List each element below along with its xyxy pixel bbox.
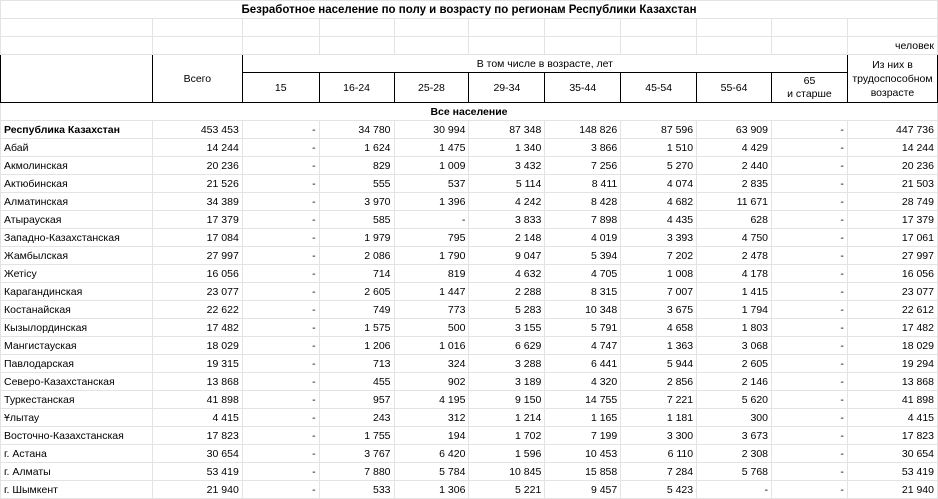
value-cell: - — [242, 301, 319, 319]
value-cell: - — [242, 211, 319, 229]
value-cell: 5 791 — [545, 319, 621, 337]
table-row — [1, 355, 938, 373]
value-cell: 829 — [319, 157, 394, 175]
value-cell: 1 803 — [697, 319, 772, 337]
value-cell: 18 029 — [847, 337, 937, 355]
value-cell: 749 — [319, 301, 394, 319]
value-cell: 773 — [394, 301, 469, 319]
value-cell: 21 940 — [152, 481, 242, 499]
value-cell: 447 736 — [847, 121, 937, 139]
value-cell: 17 823 — [152, 427, 242, 445]
value-cell: 1 475 — [394, 139, 469, 157]
value-cell: 41 898 — [152, 391, 242, 409]
value-cell: 3 833 — [469, 211, 545, 229]
value-cell: 1 396 — [394, 193, 469, 211]
value-cell: - — [772, 175, 848, 193]
table-row — [1, 301, 938, 319]
value-cell: 7 256 — [545, 157, 621, 175]
title-row — [1, 1, 938, 19]
blank-row — [1, 19, 938, 37]
region-name: Павлодарская — [1, 355, 153, 373]
value-cell: 19 294 — [847, 355, 937, 373]
header-age-16-24: 16-24 — [319, 73, 394, 103]
header-age-25-28: 25-28 — [394, 73, 469, 103]
table-row — [1, 481, 938, 499]
value-cell: - — [772, 139, 848, 157]
table-row — [1, 409, 938, 427]
value-cell: 3 866 — [545, 139, 621, 157]
value-cell: - — [772, 373, 848, 391]
region-name: Западно-Казахстанская — [1, 229, 153, 247]
value-cell: 1 702 — [469, 427, 545, 445]
value-cell: 17 379 — [152, 211, 242, 229]
header-working-age-text: Из них в трудоспособном возрасте — [852, 58, 933, 99]
value-cell: 4 242 — [469, 193, 545, 211]
value-cell: 5 768 — [697, 463, 772, 481]
value-cell: 3 155 — [469, 319, 545, 337]
value-cell: - — [242, 193, 319, 211]
value-cell: 555 — [319, 175, 394, 193]
table-row — [1, 193, 938, 211]
value-cell: - — [772, 481, 848, 499]
region-name: Акмолинская — [1, 157, 153, 175]
value-cell: 4 632 — [469, 265, 545, 283]
value-cell: 4 178 — [697, 265, 772, 283]
header-age-55-64: 55-64 — [697, 73, 772, 103]
value-cell: 23 077 — [152, 283, 242, 301]
value-cell: 1 596 — [469, 445, 545, 463]
value-cell: - — [772, 355, 848, 373]
value-cell: 23 077 — [847, 283, 937, 301]
value-cell: 8 315 — [545, 283, 621, 301]
region-name: г. Шымкент — [1, 481, 153, 499]
value-cell: 714 — [319, 265, 394, 283]
value-cell: 3 675 — [621, 301, 697, 319]
value-cell: 1 016 — [394, 337, 469, 355]
value-cell: 13 868 — [152, 373, 242, 391]
value-cell: 21 526 — [152, 175, 242, 193]
value-cell: - — [772, 121, 848, 139]
value-cell: - — [242, 121, 319, 139]
value-cell: - — [242, 427, 319, 445]
table-row — [1, 337, 938, 355]
value-cell: 5 784 — [394, 463, 469, 481]
value-cell: 1 206 — [319, 337, 394, 355]
value-cell: 5 114 — [469, 175, 545, 193]
value-cell: 2 288 — [469, 283, 545, 301]
value-cell: 8 428 — [545, 193, 621, 211]
value-cell: - — [242, 481, 319, 499]
value-cell: 324 — [394, 355, 469, 373]
value-cell: 14 244 — [152, 139, 242, 157]
value-cell: 3 673 — [697, 427, 772, 445]
value-cell: 16 056 — [847, 265, 937, 283]
header-age-65-plus: 65 и старше — [772, 73, 848, 103]
value-cell: 27 997 — [152, 247, 242, 265]
section-row — [1, 103, 938, 121]
value-cell: - — [772, 229, 848, 247]
region-name: Жамбылская — [1, 247, 153, 265]
value-cell: 1 363 — [621, 337, 697, 355]
value-cell: 4 195 — [394, 391, 469, 409]
value-cell: 2 308 — [697, 445, 772, 463]
table-title: Безработное население по полу и возрасту по регионам Республики Казахстан — [1, 1, 938, 19]
value-cell: 28 749 — [847, 193, 937, 211]
value-cell: 41 898 — [847, 391, 937, 409]
value-cell: - — [772, 247, 848, 265]
value-cell: - — [772, 265, 848, 283]
region-name: Ұлытау — [1, 409, 153, 427]
value-cell: 5 283 — [469, 301, 545, 319]
value-cell: 2 440 — [697, 157, 772, 175]
value-cell: 4 320 — [545, 373, 621, 391]
value-cell: 2 605 — [697, 355, 772, 373]
value-cell: 533 — [319, 481, 394, 499]
value-cell: - — [772, 445, 848, 463]
value-cell: 19 315 — [152, 355, 242, 373]
value-cell: 795 — [394, 229, 469, 247]
value-cell: 14 755 — [545, 391, 621, 409]
value-cell: 18 029 — [152, 337, 242, 355]
value-cell: 4 658 — [621, 319, 697, 337]
value-cell: 14 244 — [847, 139, 937, 157]
value-cell: 1 979 — [319, 229, 394, 247]
header-age-group: В том числе в возрасте, лет — [242, 55, 847, 73]
value-cell: - — [242, 373, 319, 391]
value-cell: 17 061 — [847, 229, 937, 247]
value-cell: 7 199 — [545, 427, 621, 445]
value-cell: 453 453 — [152, 121, 242, 139]
value-cell: 2 856 — [621, 373, 697, 391]
value-cell: - — [772, 283, 848, 301]
table-row — [1, 391, 938, 409]
region-name: Мангистауская — [1, 337, 153, 355]
value-cell: - — [242, 319, 319, 337]
region-name: Алматинская — [1, 193, 153, 211]
value-cell: - — [242, 337, 319, 355]
value-cell: 1 009 — [394, 157, 469, 175]
value-cell: 628 — [697, 211, 772, 229]
value-cell: 10 453 — [545, 445, 621, 463]
value-cell: 20 236 — [847, 157, 937, 175]
table-row — [1, 463, 938, 481]
unit-label: человек — [847, 37, 937, 55]
value-cell: - — [242, 445, 319, 463]
value-cell: 3 300 — [621, 427, 697, 445]
header-age-29-34: 29-34 — [469, 73, 545, 103]
value-cell: 455 — [319, 373, 394, 391]
value-cell: 1 794 — [697, 301, 772, 319]
value-cell: 17 482 — [847, 319, 937, 337]
value-cell: 6 441 — [545, 355, 621, 373]
value-cell: 585 — [319, 211, 394, 229]
value-cell: 713 — [319, 355, 394, 373]
value-cell: 10 845 — [469, 463, 545, 481]
value-cell: 4 415 — [152, 409, 242, 427]
region-name: Туркестанская — [1, 391, 153, 409]
table-row — [1, 121, 938, 139]
value-cell: 34 389 — [152, 193, 242, 211]
value-cell: 1 510 — [621, 139, 697, 157]
value-cell: 1 755 — [319, 427, 394, 445]
value-cell: 4 435 — [621, 211, 697, 229]
value-cell: 3 970 — [319, 193, 394, 211]
value-cell: 34 780 — [319, 121, 394, 139]
region-name: г. Астана — [1, 445, 153, 463]
value-cell: 5 270 — [621, 157, 697, 175]
value-cell: 3 432 — [469, 157, 545, 175]
table-row — [1, 319, 938, 337]
header-age-35-44: 35-44 — [545, 73, 621, 103]
value-cell: 312 — [394, 409, 469, 427]
value-cell: 3 068 — [697, 337, 772, 355]
header-age-15: 15 — [242, 73, 319, 103]
value-cell: 22 612 — [847, 301, 937, 319]
value-cell: 194 — [394, 427, 469, 445]
value-cell: 27 997 — [847, 247, 937, 265]
value-cell: 10 348 — [545, 301, 621, 319]
value-cell: 902 — [394, 373, 469, 391]
value-cell: - — [242, 229, 319, 247]
value-cell: - — [772, 337, 848, 355]
value-cell: - — [242, 247, 319, 265]
value-cell: 4 682 — [621, 193, 697, 211]
value-cell: 6 420 — [394, 445, 469, 463]
header-working-age — [847, 55, 937, 103]
table-row — [1, 175, 938, 193]
value-cell: 500 — [394, 319, 469, 337]
value-cell: 2 146 — [697, 373, 772, 391]
value-cell: - — [242, 157, 319, 175]
value-cell: 22 622 — [152, 301, 242, 319]
value-cell: 9 150 — [469, 391, 545, 409]
region-name: Жетісу — [1, 265, 153, 283]
value-cell: 1 008 — [621, 265, 697, 283]
value-cell: 4 750 — [697, 229, 772, 247]
region-name: Республика Казахстан — [1, 121, 153, 139]
value-cell: 21 940 — [847, 481, 937, 499]
region-name: Восточно-Казахстанская — [1, 427, 153, 445]
value-cell: 17 823 — [847, 427, 937, 445]
value-cell: 4 747 — [545, 337, 621, 355]
table-row — [1, 283, 938, 301]
value-cell: 5 620 — [697, 391, 772, 409]
value-cell: 7 221 — [621, 391, 697, 409]
value-cell: 7 284 — [621, 463, 697, 481]
region-name: Актюбинская — [1, 175, 153, 193]
value-cell: 1 214 — [469, 409, 545, 427]
value-cell: - — [242, 355, 319, 373]
value-cell: 17 084 — [152, 229, 242, 247]
value-cell: 3 288 — [469, 355, 545, 373]
value-cell: - — [242, 265, 319, 283]
region-name: Кызылординская — [1, 319, 153, 337]
value-cell: 30 994 — [394, 121, 469, 139]
value-cell: 1 306 — [394, 481, 469, 499]
value-cell: 87 596 — [621, 121, 697, 139]
unit-row — [1, 37, 938, 55]
value-cell: 87 348 — [469, 121, 545, 139]
value-cell: 1 447 — [394, 283, 469, 301]
value-cell: 5 221 — [469, 481, 545, 499]
value-cell: 4 705 — [545, 265, 621, 283]
value-cell: 300 — [697, 409, 772, 427]
value-cell: 3 393 — [621, 229, 697, 247]
value-cell: 1 790 — [394, 247, 469, 265]
value-cell: - — [772, 319, 848, 337]
region-name: Абай — [1, 139, 153, 157]
value-cell: 6 110 — [621, 445, 697, 463]
value-cell: 8 411 — [545, 175, 621, 193]
value-cell: 7 880 — [319, 463, 394, 481]
value-cell: 17 379 — [847, 211, 937, 229]
value-cell: 537 — [394, 175, 469, 193]
section-label: Все население — [1, 103, 938, 121]
table-row — [1, 265, 938, 283]
value-cell: - — [242, 139, 319, 157]
table-row — [1, 157, 938, 175]
value-cell: - — [697, 481, 772, 499]
value-cell: - — [772, 193, 848, 211]
value-cell: 30 654 — [847, 445, 937, 463]
value-cell: 16 056 — [152, 265, 242, 283]
value-cell: 4 074 — [621, 175, 697, 193]
value-cell: 53 419 — [152, 463, 242, 481]
region-name: Атырауская — [1, 211, 153, 229]
value-cell: 2 478 — [697, 247, 772, 265]
value-cell: 9 047 — [469, 247, 545, 265]
value-cell: 7 007 — [621, 283, 697, 301]
value-cell: - — [394, 211, 469, 229]
value-cell: - — [772, 391, 848, 409]
value-cell: 243 — [319, 409, 394, 427]
header-age-45-54: 45-54 — [621, 73, 697, 103]
value-cell: 21 503 — [847, 175, 937, 193]
header-total: Всего — [152, 55, 242, 103]
region-name: Карагандинская — [1, 283, 153, 301]
value-cell: 1 624 — [319, 139, 394, 157]
value-cell: - — [242, 175, 319, 193]
value-cell: 4 415 — [847, 409, 937, 427]
value-cell: 53 419 — [847, 463, 937, 481]
value-cell: - — [772, 157, 848, 175]
value-cell: 17 482 — [152, 319, 242, 337]
value-cell: 2 086 — [319, 247, 394, 265]
region-name: Северо-Казахстанская — [1, 373, 153, 391]
value-cell: 1 415 — [697, 283, 772, 301]
value-cell: 9 457 — [545, 481, 621, 499]
value-cell: - — [242, 409, 319, 427]
value-cell: - — [242, 391, 319, 409]
value-cell: 1 340 — [469, 139, 545, 157]
value-cell: 4 429 — [697, 139, 772, 157]
table-row — [1, 139, 938, 157]
value-cell: 13 868 — [847, 373, 937, 391]
value-cell: 5 944 — [621, 355, 697, 373]
value-cell: 2 605 — [319, 283, 394, 301]
value-cell: - — [242, 463, 319, 481]
header-region-blank — [1, 55, 153, 103]
value-cell: 819 — [394, 265, 469, 283]
value-cell: 7 898 — [545, 211, 621, 229]
value-cell: 3 189 — [469, 373, 545, 391]
value-cell: 15 858 — [545, 463, 621, 481]
value-cell: 148 826 — [545, 121, 621, 139]
value-cell: 7 202 — [621, 247, 697, 265]
region-name: Костанайская — [1, 301, 153, 319]
value-cell: 3 767 — [319, 445, 394, 463]
value-cell: - — [772, 211, 848, 229]
value-cell: 1 181 — [621, 409, 697, 427]
value-cell: 1 165 — [545, 409, 621, 427]
value-cell: - — [772, 301, 848, 319]
value-cell: 1 575 — [319, 319, 394, 337]
value-cell: 2 835 — [697, 175, 772, 193]
value-cell: 63 909 — [697, 121, 772, 139]
value-cell: 6 629 — [469, 337, 545, 355]
value-cell: 957 — [319, 391, 394, 409]
value-cell: 5 423 — [621, 481, 697, 499]
value-cell: - — [772, 463, 848, 481]
value-cell: 4 019 — [545, 229, 621, 247]
value-cell: - — [242, 283, 319, 301]
value-cell: 30 654 — [152, 445, 242, 463]
value-cell: 20 236 — [152, 157, 242, 175]
value-cell: 11 671 — [697, 193, 772, 211]
value-cell: - — [772, 409, 848, 427]
value-cell: 2 148 — [469, 229, 545, 247]
table-row — [1, 427, 938, 445]
table-row — [1, 229, 938, 247]
header-row-1 — [1, 55, 938, 73]
region-name: г. Алматы — [1, 463, 153, 481]
table-row — [1, 211, 938, 229]
table-row — [1, 247, 938, 265]
value-cell: 5 394 — [545, 247, 621, 265]
value-cell: - — [772, 427, 848, 445]
table-row — [1, 373, 938, 391]
